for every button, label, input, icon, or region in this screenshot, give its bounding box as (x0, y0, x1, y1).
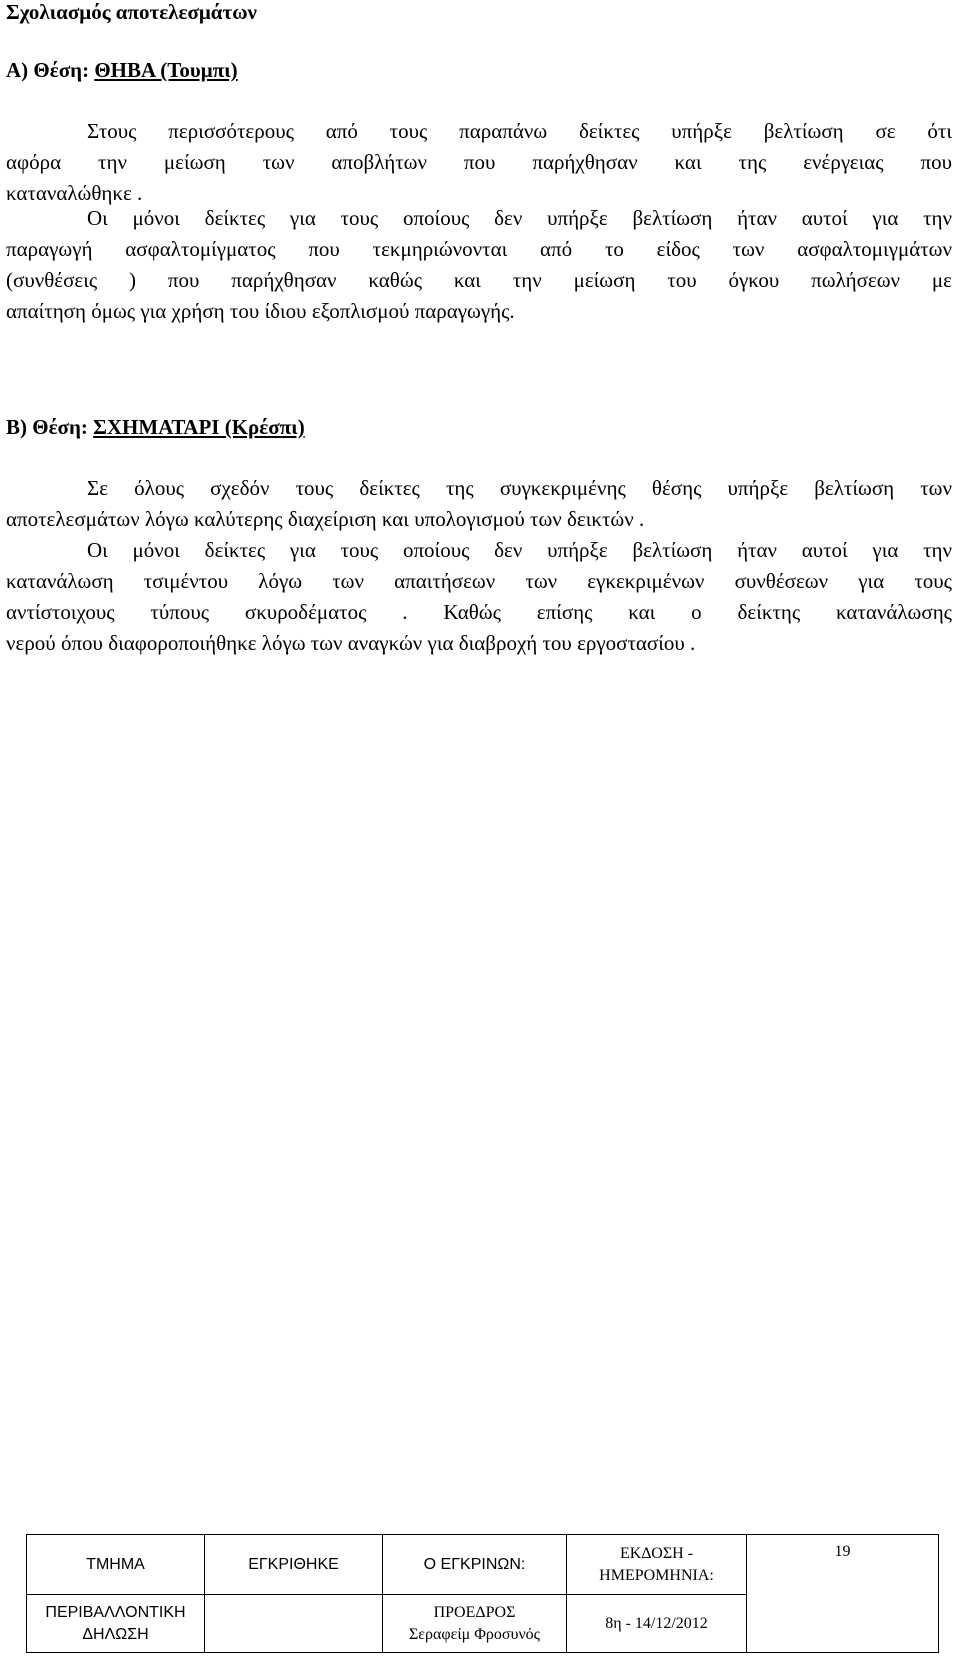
approved-label: ΕΓΚΡΙΘΗΚΕ (205, 1535, 383, 1595)
section-b-paragraph-1 (6, 473, 952, 535)
section-a-location: ΘΗΒΑ (Τουμπι) (94, 58, 238, 82)
dept-value (27, 1595, 205, 1653)
text-line: αποτελεσμάτων λόγω καλύτερης διαχείριση και υπολογισμού των δεικτών . (6, 507, 645, 531)
approver-title: ΠΡΟΕΔΡΟΣ (433, 1603, 516, 1621)
text-line: Οι μόνοι δείκτες για τους οποίους δεν υπήρξε βελτίωση ήταν αυτοί για την (87, 538, 952, 562)
approver-value (383, 1595, 567, 1653)
section-b-location: ΣΧΗΜΑΤΑΡΙ (Κρέσπι) (93, 415, 305, 439)
edition-label-line-1: ΕΚΔΟΣΗ - (619, 1544, 694, 1562)
document-footer (26, 1534, 938, 1652)
section-b-paragraph-2 (6, 535, 952, 659)
edition-value: 8η - 14/12/2012 (567, 1595, 747, 1653)
edition-label (567, 1535, 747, 1595)
section-b-heading (6, 415, 305, 440)
text-line: αντίστοιχους τύπους σκυροδέματος . Καθώς επίσης και ο δείκτης κατανάλωσης (6, 600, 952, 624)
text-line: απαίτηση όμως για χρήση του ίδιου εξοπλισμού παραγωγής. (6, 299, 515, 323)
page-title: Σχολιασμός αποτελεσμάτων (6, 0, 257, 24)
section-a-heading (6, 58, 238, 83)
page-number: 19 (747, 1535, 939, 1653)
text-line: (συνθέσεις ) που παρήχθησαν καθώς και την μείωση του όγκου πωλήσεων με (6, 268, 952, 292)
dept-value-line-2: ΔΗΛΩΣΗ (82, 1625, 149, 1643)
text-line: νερού όπου διαφοροποιήθηκε λόγω των αναγκών για διαβροχή του εργοστασίου . (6, 631, 696, 655)
text-line: αφόρα την μείωση των αποβλήτων που παρήχθησαν και της ενέργειας που (6, 150, 952, 174)
text-line: Στους περισσότερους από τους παραπάνω δείκτες υπήρξε βελτίωση σε ότι (87, 119, 952, 143)
text-line: κατανάλωση τσιμέντου λόγω των απαιτήσεων των εγκεκριμένων συνθέσεων για τους (6, 569, 952, 593)
approved-value (205, 1595, 383, 1653)
section-b-prefix: Β) Θέση: (6, 415, 94, 439)
text-line: Οι μόνοι δείκτες για τους οποίους δεν υπήρξε βελτίωση ήταν αυτοί για την (87, 206, 952, 230)
section-a-paragraph-1 (6, 116, 952, 209)
dept-value-line-1: ΠΕΡΙΒΑΛΛΟΝΤΙΚΗ (45, 1603, 186, 1621)
dept-label: ΤΜΗΜΑ (27, 1535, 205, 1595)
section-a-prefix: Α) Θέση: (6, 58, 95, 82)
section-a-paragraph-2 (6, 203, 952, 327)
approver-label: Ο ΕΓΚΡΙΝΩΝ: (383, 1535, 567, 1595)
approver-name: Σεραφείμ Φροσυνός (408, 1625, 541, 1643)
text-line: παραγωγή ασφαλτομίγματος που τεκμηριώνονται από το είδος των ασφαλτομιγμάτων (6, 237, 952, 261)
text-line: Σε όλους σχεδόν τους δείκτες της συγκεκριμένης θέσης υπήρξε βελτίωση των (87, 476, 952, 500)
footer-table (26, 1534, 939, 1653)
text-line: καταναλώθηκε . (6, 181, 143, 205)
edition-label-line-2: ΗΜΕΡΟΜΗΝΙΑ: (599, 1566, 714, 1584)
